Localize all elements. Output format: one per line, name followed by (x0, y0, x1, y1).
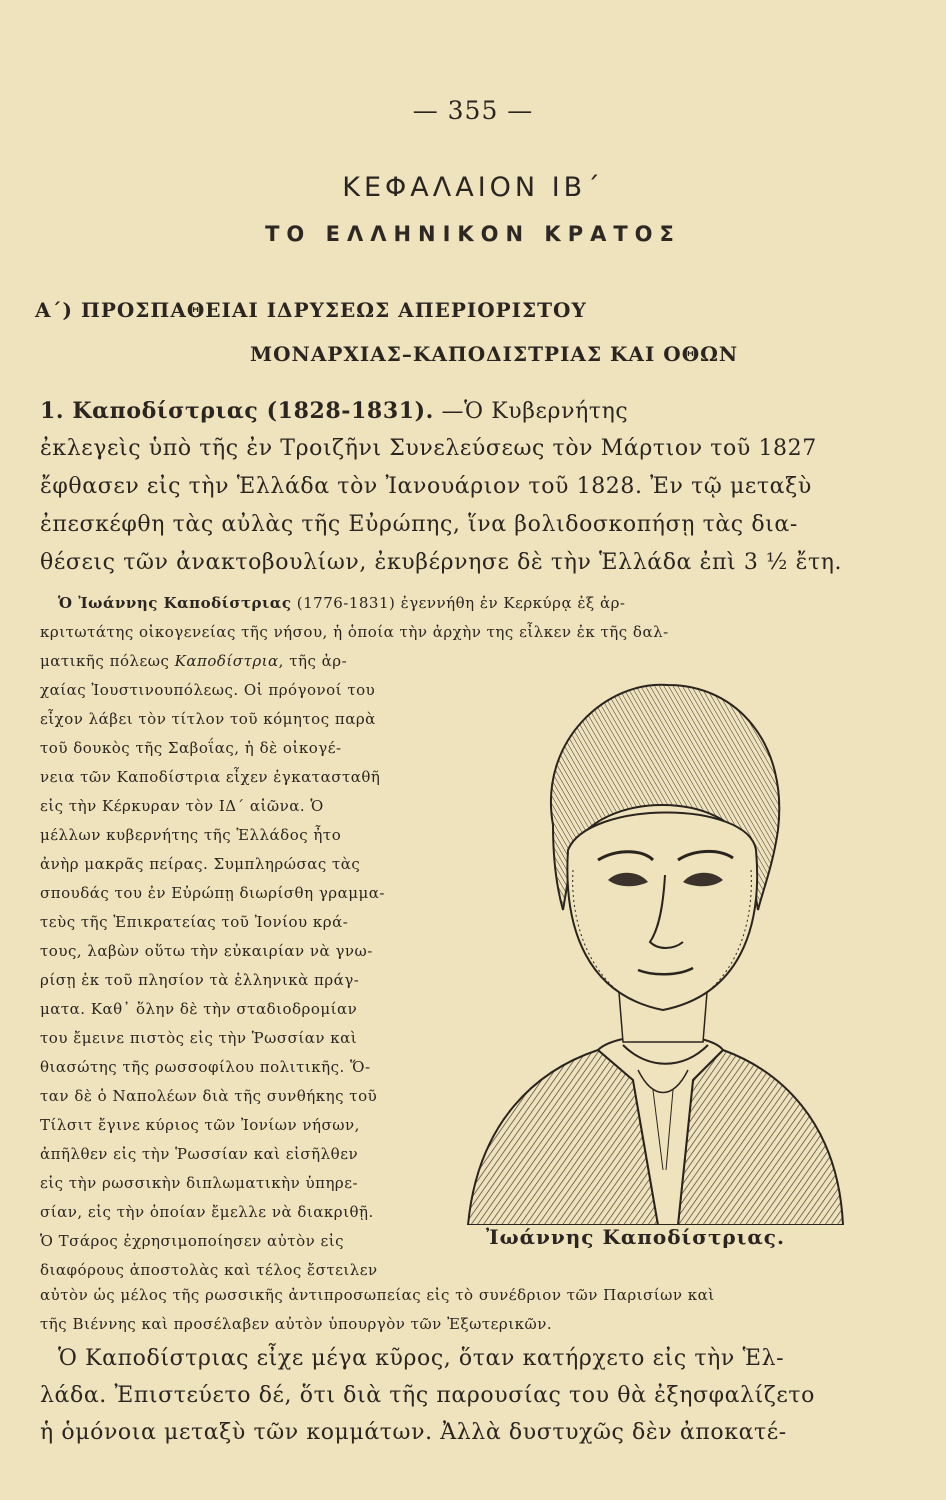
paragraph-2-line-3: ἡ ὁμόνοια μεταξὺ τῶν κομμάτων. Ἀλλὰ δυστυχῶς δὲν ἀποκατέ- (40, 1420, 787, 1445)
chapter-subtitle: ΤΟ ΕΛΛΗΝΙΚΟΝ ΚΡΑΤΟΣ (265, 222, 681, 246)
bio-column-line: τεὺς τῆς Ἐπικρατείας τοῦ Ἰονίου κρά- (40, 913, 349, 931)
bio-line-3-a: ματικῆς πόλεως (40, 652, 175, 670)
portrait-caption: Ἰωάννης Καποδίστριας. (486, 1225, 785, 1249)
bio-column-line: εἶχον λάβει τὸν τίτλον τοῦ κόμητος παρὰ (40, 710, 376, 728)
bio-line-full-2: τῆς Βιέννης καὶ προσέλαβεν αὐτὸν ὑπουργὸν τῶν Ἐξωτερικῶν. (40, 1315, 553, 1333)
bio-line-full-1: αὐτὸν ὡς μέλος τῆς ρωσσικῆς ἀντιπροσωπείας εἰς τὸ συνέδριον τῶν Παρισίων καὶ (40, 1286, 715, 1304)
bio-column-line: ματα. Καθ᾽ ὅλην δὲ τὴν σταδιοδρομίαν (40, 1000, 358, 1018)
bio-column-line: Ὁ Τσάρος ἐχρησιμοποίησεν αὐτὸν εἰς (40, 1232, 345, 1250)
bio-town-name: Καποδίστρια (174, 652, 279, 670)
section-heading-line-1: Α΄) ΠΡΟΣΠΑΘΕΙΑΙ ΙΔΡΥΣΕΩΣ ΑΠΕΡΙΟΡΙΣΤΟΥ (35, 298, 587, 322)
paragraph-1-line-1 (40, 398, 628, 424)
bio-column-line: ἀνὴρ μακρᾶς πείρας. Συμπληρώσας τὰς (40, 855, 361, 873)
bio-column-line: εἰς τὴν Κέρκυραν τὸν ΙΔ΄ αἰῶνα. Ὁ (40, 797, 324, 815)
bio-column-line: σπουδάς του ἐν Εὐρώπῃ διωρίσθη γραμμα- (40, 884, 385, 902)
bio-column-line: διαφόρους ἀποστολὰς καὶ τέλος ἔστειλεν (40, 1261, 378, 1279)
bio-heading: Ὁ Ἰωάννης Καποδίστριας (58, 594, 292, 612)
bio-line-1 (58, 594, 625, 612)
bio-column-line: νεια τῶν Καποδίστρια εἶχεν ἐγκατασταθῆ (40, 768, 381, 786)
bio-column-line: σίαν, εἰς τὴν ὁποίαν ἔμελλε νὰ διακριθῇ. (40, 1203, 374, 1221)
bio-column-line: θιασώτης τῆς ρωσσοφίλου πολιτικῆς. Ὅ- (40, 1058, 371, 1076)
bio-column-line: Τίλσιτ ἔγινε κύριος τῶν Ἰονίων νήσων, (40, 1116, 360, 1134)
bio-line-3 (40, 652, 347, 670)
paragraph-1-heading: 1. Καποδίστριας (1828-1831). (40, 398, 434, 424)
bio-line-1-text: (1776-1831) ἐγεννήθη ἐν Κερκύρᾳ ἐξ ἀρ- (296, 594, 626, 612)
section-heading-line-2: ΜΟΝΑΡΧΙΑΣ–ΚΑΠΟΔΙΣΤΡΙΑΣ ΚΑΙ ΟΘΩΝ (250, 342, 739, 366)
bio-column-line: χαίας Ἰουστινουπόλεως. Οἱ πρόγονοί του (40, 681, 376, 699)
bio-column-line: τοῦ δουκὸς τῆς Σαβοΐας, ἡ δὲ οἰκογέ- (40, 739, 342, 757)
portrait-engraving (458, 650, 853, 1225)
bio-column-line: ἀπῆλθεν εἰς τὴν Ῥωσσίαν καὶ εἰσῆλθεν (40, 1145, 359, 1163)
paragraph-1-line-2: ἐκλεγεὶς ὑπὸ τῆς ἐν Τροιζῆνι Συνελεύσεως τὸν Μάρτιον τοῦ 1827 (40, 436, 817, 461)
paragraph-1-line-4: ἐπεσκέφθη τὰς αὐλὰς τῆς Εὐρώπης, ἵνα βολιδοσκοπήσῃ τὰς δια- (40, 512, 798, 537)
bio-column-line: εἰς τὴν ρωσσικὴν διπλωματικὴν ὑπηρε- (40, 1174, 359, 1192)
bio-column-line: ρίσῃ ἐκ τοῦ πλησίον τὰ ἑλληνικὰ πράγ- (40, 971, 360, 989)
paragraph-2-line-1: Ὁ Καποδίστριας εἶχε μέγα κῦρος, ὅταν κατήρχετο εἰς τὴν Ἑλ- (58, 1346, 785, 1371)
chapter-title: ΚΕΦΑΛΑΙΟΝ ΙΒ΄ (342, 172, 604, 203)
bio-column-line: του ἔμεινε πιστὸς εἰς τὴν Ῥωσσίαν καὶ (40, 1029, 358, 1047)
bio-line-2: κριτωτάτης οἰκογενείας τῆς νήσου, ἡ ὁποία τὴν ἀρχὴν της εἶλκεν ἐκ τῆς δαλ- (40, 623, 669, 641)
bio-column-line: τους, λαβὼν οὕτω τὴν εὐκαιρίαν νὰ γνω- (40, 942, 373, 960)
bio-line-3-b: , τῆς ἀρ- (278, 652, 348, 670)
page-number: — 355 — (412, 96, 534, 125)
paragraph-1-line-1-text: —Ὁ Κυβερνήτης (441, 399, 629, 424)
paragraph-1-line-3: ἔφθασεν εἰς τὴν Ἑλλάδα τὸν Ἰανουάριον τοῦ 1828. Ἐν τῷ μεταξὺ (40, 474, 812, 499)
bio-column-line: ταν δὲ ὁ Ναπολέων διὰ τῆς συνθήκης τοῦ (40, 1087, 378, 1105)
paragraph-2-line-2: λάδα. Ἐπιστεύετο δέ, ὅτι διὰ τῆς παρουσίας του θὰ ἐξησφαλίζετο (40, 1383, 816, 1408)
paragraph-1-line-5: θέσεις τῶν ἀνακτοβουλίων, ἐκυβέρνησε δὲ τὴν Ἑλλάδα ἐπὶ 3 ½ ἔτη. (40, 550, 843, 575)
bio-column-line: μέλλων κυβερνήτης τῆς Ἑλλάδος ἦτο (40, 826, 342, 844)
